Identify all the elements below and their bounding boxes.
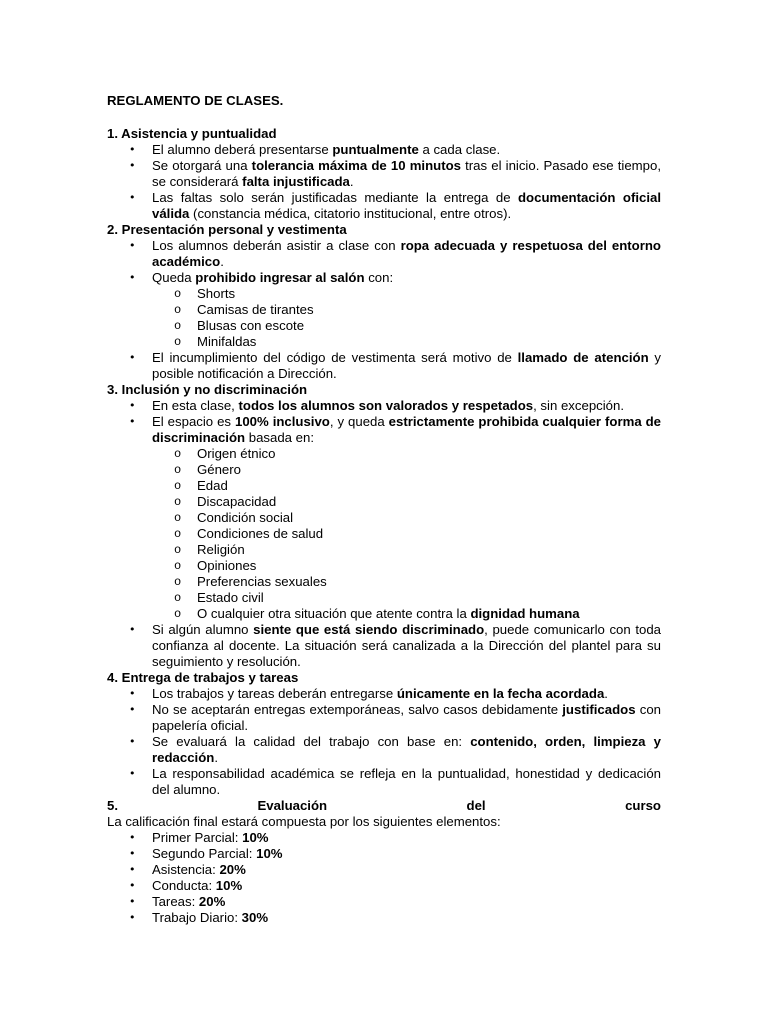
section-3-list (107, 398, 661, 670)
sublist-item: o Condiciones de salud (107, 526, 661, 542)
section-5-heading (107, 798, 661, 814)
list-item: • Tareas: 20% (107, 894, 661, 910)
sublist-item: o Opiniones (107, 558, 661, 574)
sublist-item: o Blusas con escote (107, 318, 661, 334)
list-item: • Si algún alumno siente que está siendo discriminado, puede comunicarlo con toda confianza al docente. La situación será canalizada a la Dirección del plantel para su seguimiento y resolución. (107, 622, 661, 670)
list-item: • No se aceptarán entregas extemporáneas, salvo casos debidamente justificados con papelería oficial. (107, 702, 661, 734)
sublist-item: o Condición social (107, 510, 661, 526)
list-item: • Trabajo Diario: 30% (107, 910, 661, 926)
discrimination-sublist (107, 446, 661, 622)
sublist-item: o Estado civil (107, 590, 661, 606)
heading-word: del (466, 798, 486, 813)
list-item: • La responsabilidad académica se refleja en la puntualidad, honestidad y dedicación del alumno. (107, 766, 661, 798)
list-item: • Segundo Parcial: 10% (107, 846, 661, 862)
sublist-item: o Género (107, 462, 661, 478)
section-2-list (107, 238, 661, 382)
list-item: • Primer Parcial: 10% (107, 830, 661, 846)
list-item: • Asistencia: 20% (107, 862, 661, 878)
sublist-item: o O cualquier otra situación que atente contra la dignidad humana (107, 606, 661, 622)
list-item: • El alumno deberá presentarse puntualmente a cada clase. (107, 142, 661, 158)
dress-code-sublist (107, 286, 661, 350)
heading-word: curso (625, 798, 661, 813)
sublist-item: o Preferencias sexuales (107, 574, 661, 590)
list-item: • Se otorgará una tolerancia máxima de 10 minutos tras el inicio. Pasado ese tiempo, se considerará falta injustificada. (107, 158, 661, 190)
sublist-item: o Edad (107, 478, 661, 494)
document-body (107, 93, 661, 926)
list-item: • Los trabajos y tareas deberán entregarse únicamente en la fecha acordada. (107, 686, 661, 702)
section-4-heading: 4. Entrega de trabajos y tareas (107, 670, 299, 685)
section-4-list (107, 686, 661, 798)
heading-word: Evaluación (257, 798, 328, 813)
sublist-item: o Minifaldas (107, 334, 661, 350)
section-3-heading: 3. Inclusión y no discriminación (107, 382, 308, 397)
sublist-item: o Discapacidad (107, 494, 661, 510)
evaluation-intro: La calificación final estará compuesta por los siguientes elementos: (107, 814, 501, 829)
list-item: • El espacio es 100% inclusivo, y queda estrictamente prohibida cualquier forma de discriminación basada en: o Origen étnico o Género o Edad o Discapacidad o Condición social o Condiciones de salud o Religión o Opiniones o Preferencias sexuales o Estado civil o O cualquier otra situación que atente contra la dignidad humana (107, 414, 661, 622)
sublist-item: o Religión (107, 542, 661, 558)
evaluation-list (107, 830, 661, 926)
list-item: • Se evaluará la calidad del trabajo con base en: contenido, orden, limpieza y redacción. (107, 734, 661, 766)
section-2-heading: 2. Presentación personal y vestimenta (107, 222, 347, 237)
heading-word: 5. (107, 798, 118, 813)
list-item: • Conducta: 10% (107, 878, 661, 894)
sublist-item: o Camisas de tirantes (107, 302, 661, 318)
section-1-list (107, 142, 661, 222)
document-title: REGLAMENTO DE CLASES. (107, 93, 284, 108)
list-item: • Queda prohibido ingresar al salón con: o Shorts o Camisas de tirantes o Blusas con escote o Minifaldas (107, 270, 661, 350)
section-1-heading: 1. Asistencia y puntualidad (107, 126, 277, 141)
sublist-item: o Shorts (107, 286, 661, 302)
list-item: • En esta clase, todos los alumnos son valorados y respetados, sin excepción. (107, 398, 661, 414)
sublist-item: o Origen étnico (107, 446, 661, 462)
list-item: • Los alumnos deberán asistir a clase con ropa adecuada y respetuosa del entorno académico. (107, 238, 661, 270)
list-item: • Las faltas solo serán justificadas mediante la entrega de documentación oficial válida (constancia médica, citatorio institucional, entre otros). (107, 190, 661, 222)
list-item: • El incumplimiento del código de vestimenta será motivo de llamado de atención y posible notificación a Dirección. (107, 350, 661, 382)
